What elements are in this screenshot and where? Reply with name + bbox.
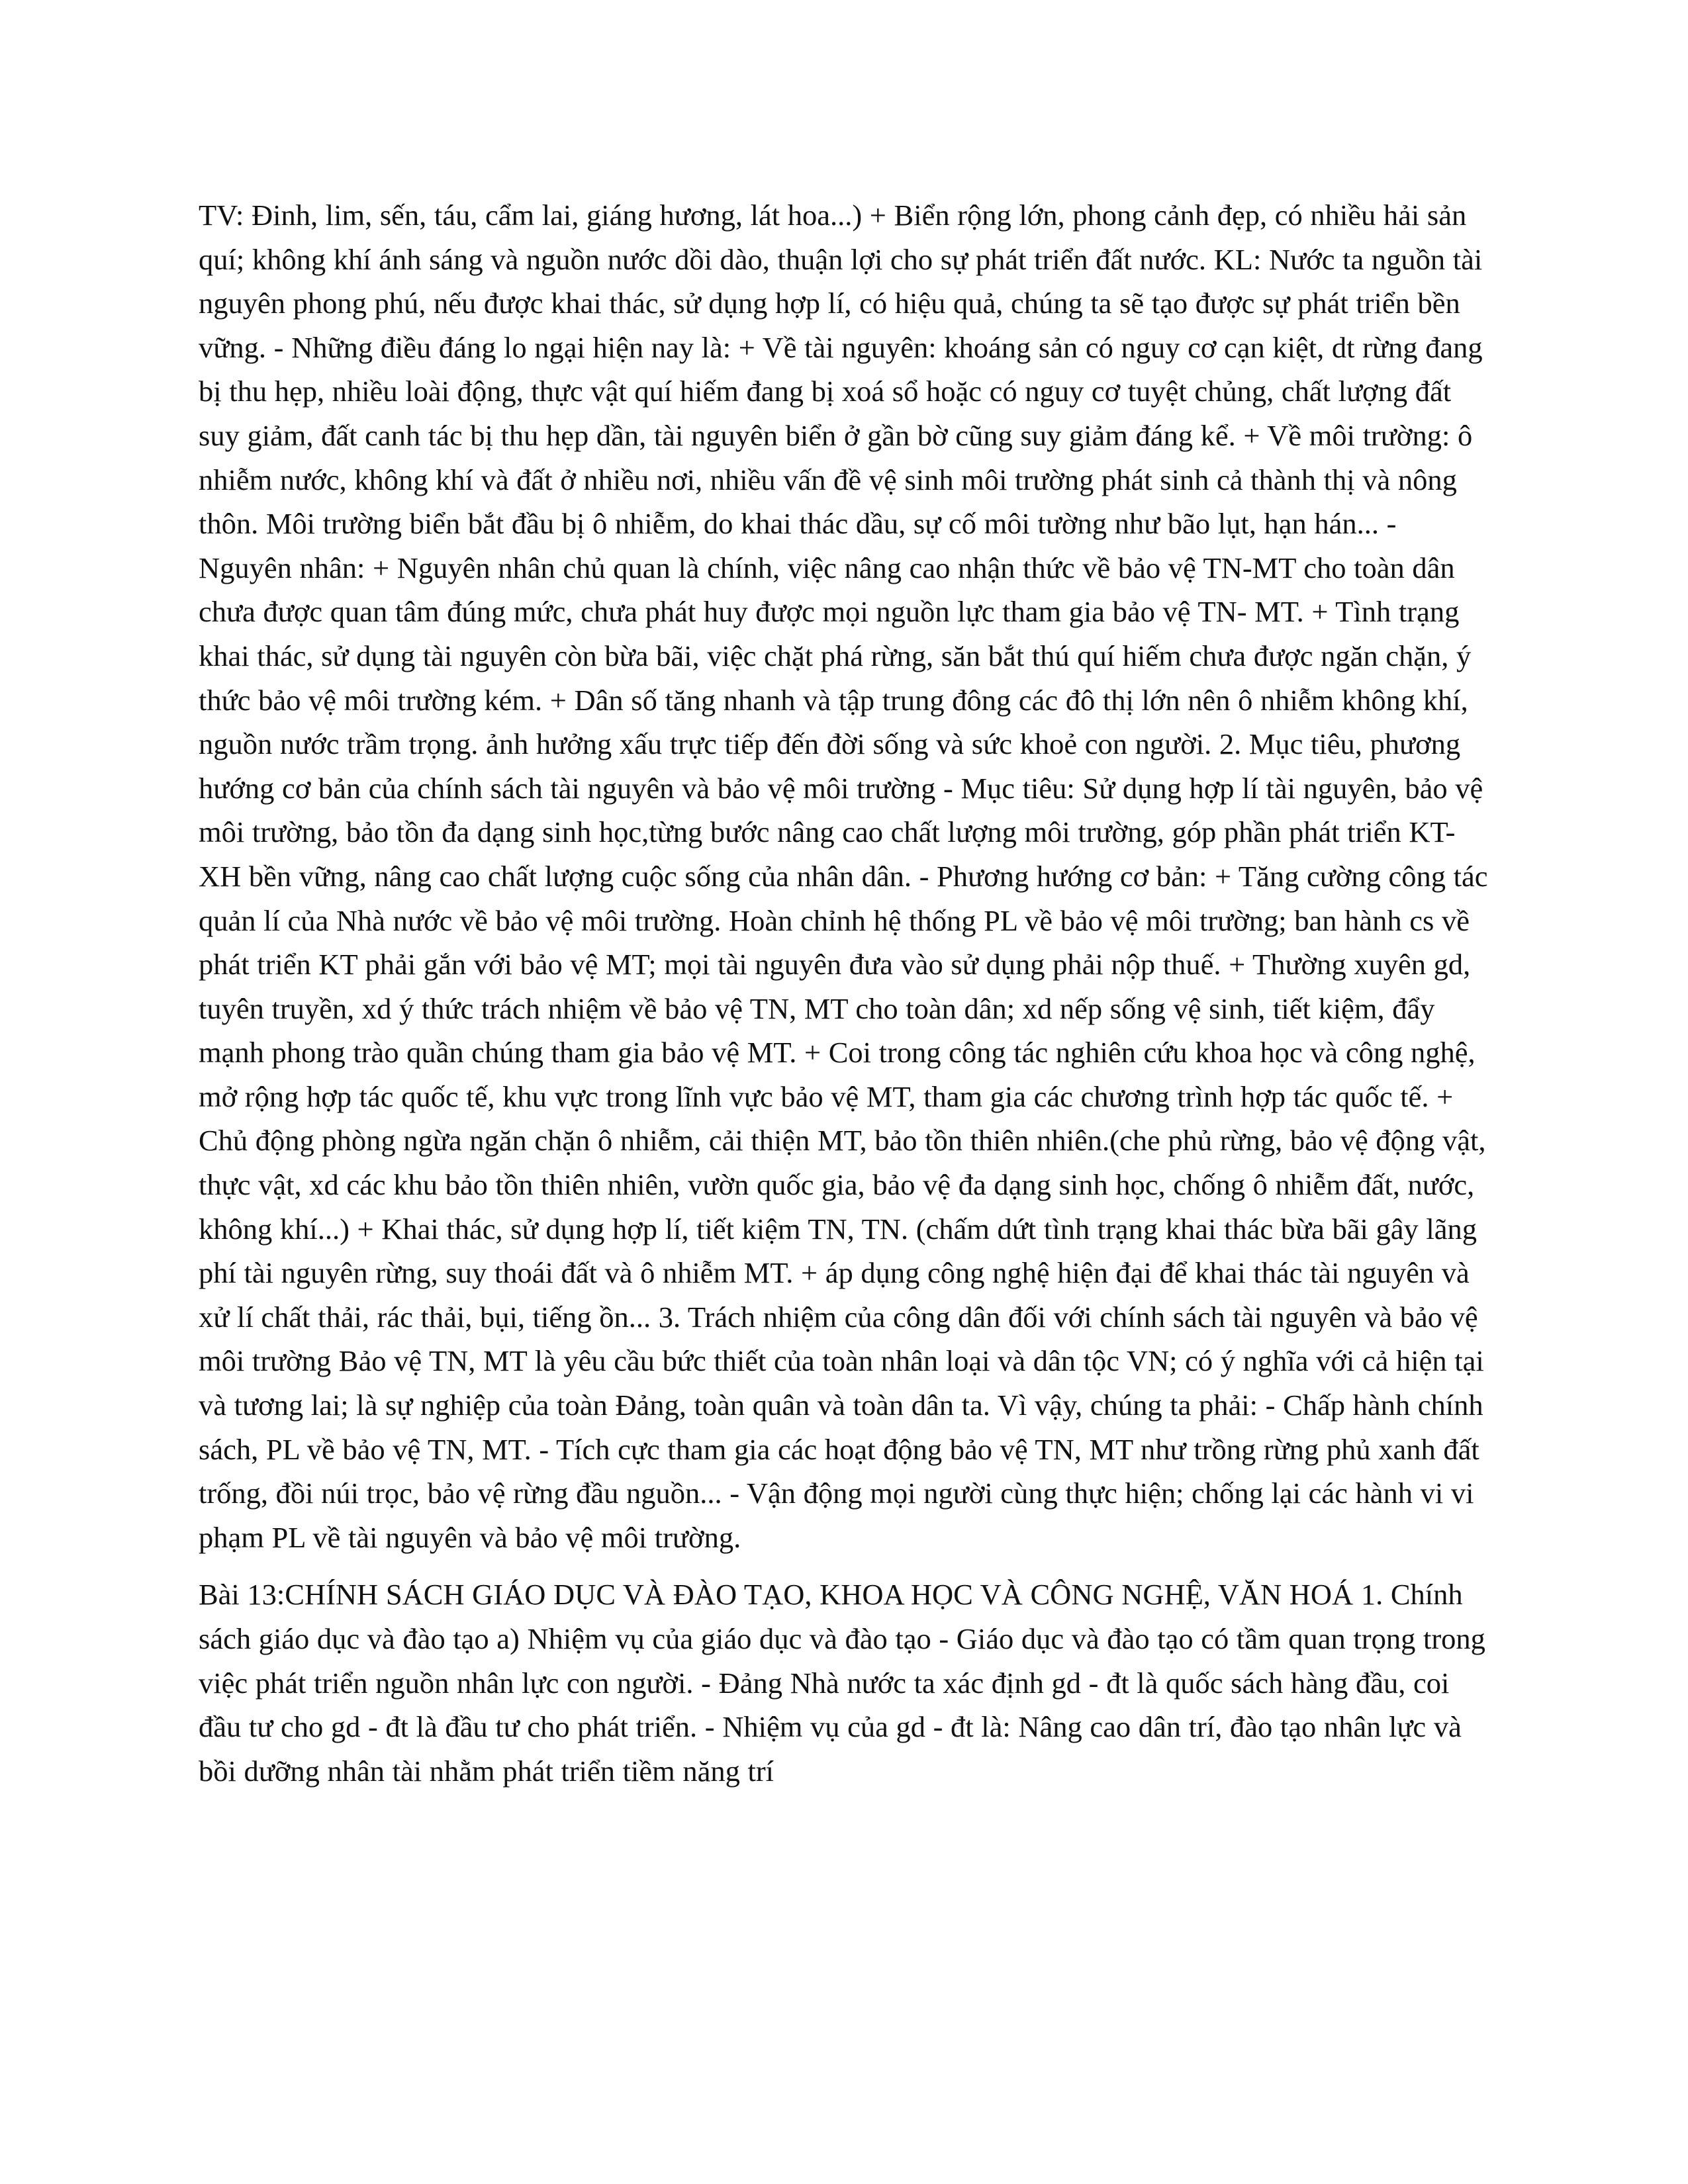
paragraph-lesson-13: Bài 13:CHÍNH SÁCH GIÁO DỤC VÀ ĐÀO TẠO, KHOA HỌC VÀ CÔNG NGHỆ, VĂN HOÁ 1. Chính sách giáo dục và đào tạo a) Nhiệm vụ của giáo dục và đào tạo - Giáo dục và đào tạo có tầm quan trọng trong việc phát triển nguồn nhân lực con người. - Đảng Nhà nước ta xác định gd - đt là quốc sách hàng đầu, coi đầu tư cho gd - đt là đầu tư cho phát triển. - Nhiệm vụ của gd - đt là: Nâng cao dân trí, đào tạo nhân lực và bồi dưỡng nhân tài nhằm phát triển tiềm năng trí [199, 1578, 1485, 1788]
paragraph-resources-environment: TV: Đinh, lim, sến, táu, cẩm lai, giáng hương, lát hoa...) + Biển rộng lớn, phong cảnh đẹp, có nhiều hải sản quí; không khí ánh sáng và nguồn nước dồi dào, thuận lợi cho sự phát triển đất nước. KL: Nước ta nguồn tài nguyên phong phú, nếu được khai thác, sử dụng hợp lí, có hiệu quả, chúng ta sẽ tạo được sự phát triển bền vững. - Những điều đáng lo ngại hiện nay là: + Về tài nguyên: khoáng sản có nguy cơ cạn kiệt, dt rừng đang bị thu hẹp, nhiều loài động, thực vật quí hiếm đang bị xoá sổ hoặc có nguy cơ tuyệt chủng, chất lượng đất suy giảm, đất canh tác bị thu hẹp dần, tài nguyên biển ở gần bờ cũng suy giảm đáng kể. + Về môi trường: ô nhiễm nước, không khí và đất ở nhiều nơi, nhiều vấn đề vệ sinh môi trường phát sinh cả thành thị và nông thôn. Môi trường biển bắt đầu bị ô nhiễm, do khai thác dầu, sự cố môi tường như bão lụt, hạn hán... - Nguyên nhân: + Nguyên nhân chủ quan là chính, việc nâng cao nhận thức về bảo vệ TN-MT cho toàn dân chưa được quan tâm đúng mức, chưa phát huy được mọi nguồn lực tham gia bảo vệ TN- MT. + Tình trạng khai thác, sử dụng tài nguyên còn bừa bãi, việc chặt phá rừng, săn bắt thú quí hiếm chưa được ngăn chặn, ý thức bảo vệ môi trường kém. + Dân số tăng nhanh và tập trung đông các đô thị lớn nên ô nhiễm không khí, nguồn nước trầm trọng. ảnh hưởng xấu trực tiếp đến đời sống và sức khoẻ con người. 2. Mục tiêu, phương hướng cơ bản của chính sách tài nguyên và bảo vệ môi trường - Mục tiêu: Sử dụng hợp lí tài nguyên, bảo vệ môi trường, bảo tồn đa dạng sinh học,từng bước nâng cao chất lượng môi trường, góp phần phát triển KT- XH bền vững, nâng cao chất lượng cuộc sống của nhân dân. - Phương hướng cơ bản: + Tăng cường công tác quản lí của Nhà nước về bảo vệ môi trường. Hoàn chỉnh hệ thống PL về bảo vệ môi trường; ban hành cs về phát triển KT phải gắn với bảo vệ MT; mọi tài nguyên đưa vào sử dụng phải nộp thuế. + Thường xuyên gd, tuyên truyền, xd ý thức trách nhiệm về bảo vệ TN, MT cho toàn dân; xd nếp sống vệ sinh, tiết kiệm, đẩy mạnh phong trào quần chúng tham gia bảo vệ MT. + Coi trong công tác nghiên cứu khoa học và công nghệ, mở rộng hợp tác quốc tế, khu vực trong lĩnh vực bảo vệ MT, tham gia các chương trình hợp tác quốc tế. + Chủ động phòng ngừa ngăn chặn ô nhiễm, cải thiện MT, bảo tồn thiên nhiên.(che phủ rừng, bảo vệ động vật, thực vật, xd các khu bảo tồn thiên nhiên, vườn quốc gia, bảo vệ đa dạng sinh học, chống ô nhiễm đất, nước, không khí...) + Khai thác, sử dụng hợp lí, tiết kiệm TN, TN. (chấm dứt tình trạng khai thác bừa bãi gây lãng phí tài nguyên rừng, suy thoái đất và ô nhiễm MT. + áp dụng công nghệ hiện đại để khai thác tài nguyên và xử lí chất thải, rác thải, bụi, tiếng ồn... 3. Trách nhiệm của công dân đối với chính sách tài nguyên và bảo vệ môi trường Bảo vệ TN, MT là yêu cầu bức thiết của toàn nhân loại và dân tộc VN; có ý nghĩa với cả hiện tại và tương lai; là sự nghiệp của toàn Đảng, toàn quân và toàn dân ta. Vì vậy, chúng ta phải: - Chấp hành chính sách, PL về bảo vệ TN, MT. - Tích cực tham gia các hoạt động bảo vệ TN, MT như trồng rừng phủ xanh đất trống, đồi núi trọc, bảo vệ rừng đầu nguồn... - Vận động mọi người cùng thực hiện; chống lại các hành vi vi phạm PL về tài nguyên và bảo vệ môi trường. [199, 199, 1488, 1554]
document-body [199, 193, 1489, 1793]
